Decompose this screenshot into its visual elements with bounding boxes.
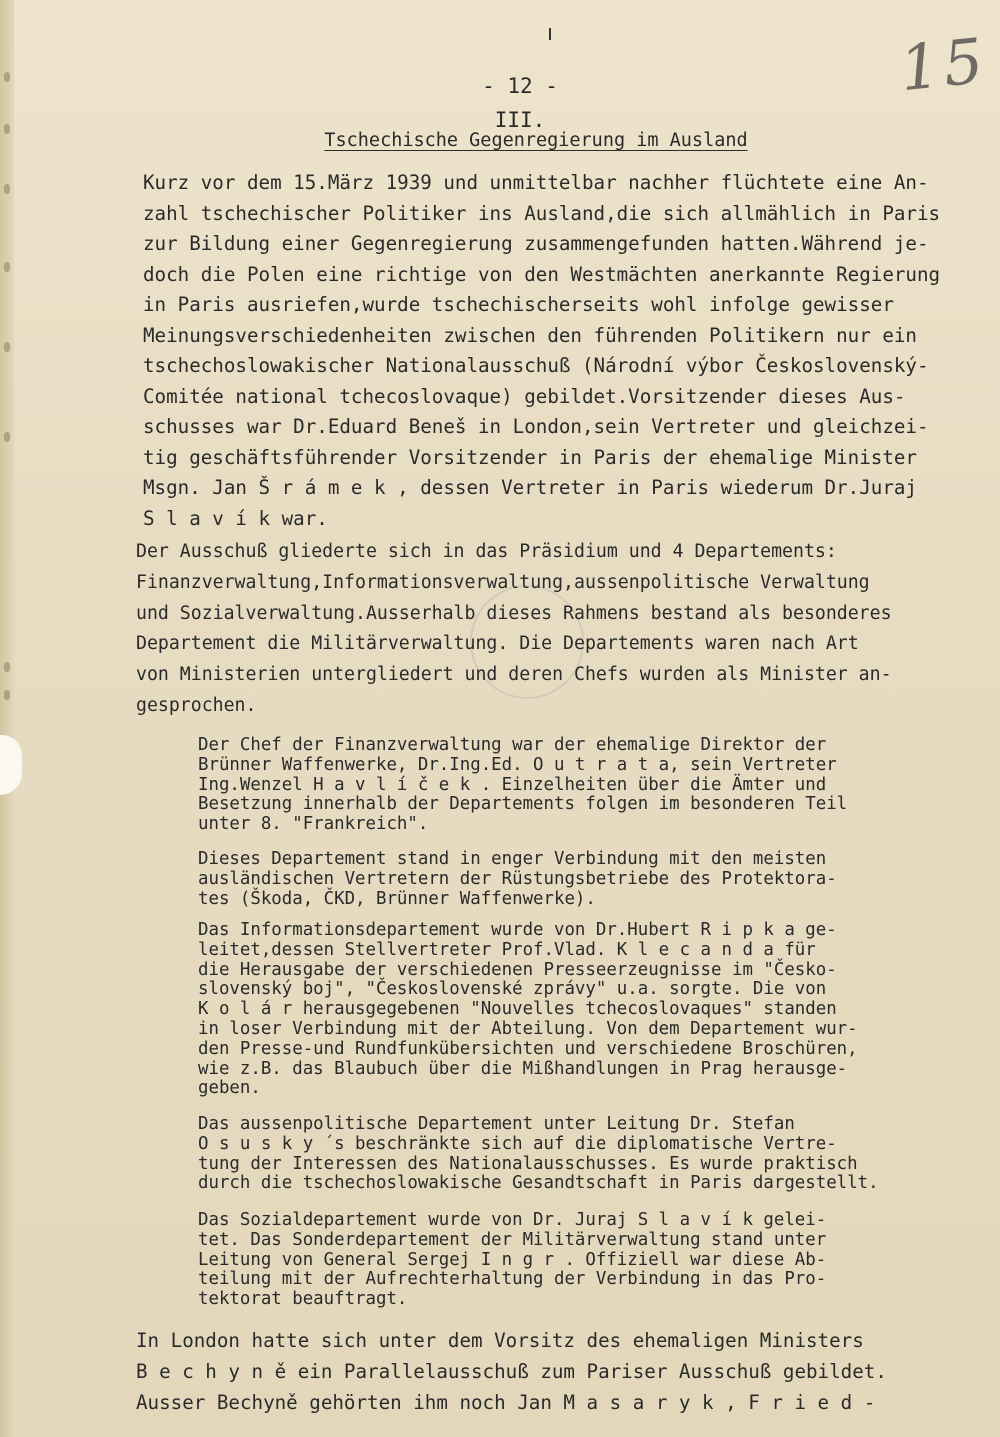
text-line: tung der Interessen des Nationalausschusses. Es wurde praktisch (198, 1153, 858, 1174)
text-line: Leitung von General Sergej I n g r . Offiziell war diese Ab- (198, 1249, 827, 1270)
text-line: Comitée national tchecoslovaque) gebildet.Vorsitzender dieses Aus- (143, 384, 906, 408)
punch-mark (4, 262, 10, 272)
text-line: die Herausgabe der verschiedenen Presseerzeugnisse im "Česko- (198, 959, 837, 980)
text-line: in loser Verbindung mit der Abteilung. Von dem Departement wur- (198, 1018, 858, 1039)
text-line: B e c h y n ě ein Parallelausschuß zum Pariser Ausschuß gebildet. (136, 1360, 887, 1383)
text-line: in Paris ausriefen,wurde tschechischerseits wohl infolge gewisser (143, 293, 894, 316)
text-line: Ausser Bechyně gehörten ihm noch Jan M a s a r y k , F r i e d - (136, 1391, 876, 1414)
top-tick-mark (549, 28, 551, 40)
text-line: S l a v í k war. (143, 506, 328, 530)
text-line: tet. Das Sonderdepartement der Militärverwaltung stand unter (198, 1229, 827, 1250)
text-line: tektorat beauftragt. (198, 1289, 408, 1310)
text-line: In London hatte sich unter dem Vorsitz des ehemaligen Ministers (136, 1329, 864, 1352)
handwritten-folio-number: 15 (896, 23, 991, 106)
text-line: Der Chef der Finanzverwaltung war der ehemalige Direktor der (198, 735, 827, 755)
paragraph-structure (136, 537, 892, 722)
text-line: Brünner Waffenwerke, Dr.Ing.Ed. O u t r a t a, sein Vertreter (198, 754, 837, 775)
punch-mark (4, 432, 10, 442)
text-line: Das Informationsdepartement wurde von Dr.Hubert R i p k a ge- (198, 920, 837, 940)
punch-mark (4, 342, 10, 352)
text-line: schusses war Dr.Eduard Beneš in London,sein Vertreter und gleichzei- (143, 415, 929, 438)
text-line: tig geschäftsführender Vorsitzender in Paris der ehemalige Minister (143, 445, 917, 469)
text-line: gesprochen. (136, 694, 257, 716)
chapter-number: III. (494, 108, 546, 132)
paragraph-intro (143, 168, 940, 534)
paper-tear (0, 735, 22, 795)
text-line: tes (Škoda, ČKD, Brünner Waffenwerke). (198, 888, 596, 909)
section-foreign-policy (198, 1115, 879, 1194)
text-line: unter 8. "Frankreich". (198, 814, 429, 835)
punch-mark (4, 662, 10, 672)
text-line: Ing.Wenzel H a v l í č e k . Einzelheiten über die Ämter und (198, 774, 827, 795)
section-information (198, 921, 858, 1099)
text-line: durch die tschechoslowakische Gesandtschaft in Paris dargestellt. (198, 1173, 879, 1194)
punch-mark (4, 184, 10, 194)
text-line: den Presse-und Rundfunkübersichten und verschiedene Broschüren, (198, 1038, 858, 1059)
page-number: - 12 - (482, 74, 558, 98)
text-line: zahl tschechischer Politiker ins Ausland,die sich allmählich in Paris (143, 201, 941, 225)
section-social-military (198, 1211, 826, 1310)
text-line: Besetzung innerhalb der Departements folgen im besonderen Teil (198, 794, 848, 815)
text-line: Das Sozialdepartement wurde von Dr. Juraj S l a v í k gelei- (198, 1210, 827, 1230)
text-line: slovenský boj", "Československé zprávy" u.a. sorgte. Die von (198, 979, 827, 1000)
section-title: Tschechische Gegenregierung im Ausland (324, 130, 748, 151)
text-line: Das aussenpolitische Departement unter Leitung Dr. Stefan (198, 1114, 795, 1134)
text-line: tschechoslowakischer Nationalausschuß (Národní výbor Československý- (143, 354, 929, 377)
text-line: geben. (198, 1078, 261, 1099)
text-line: K o l á r herausgegebenen "Nouvelles tchecoslovaques" standen (198, 999, 837, 1020)
text-line: und Sozialverwaltung.Ausserhalb dieses Rahmens bestand als besonderes (136, 602, 892, 624)
text-line: Departement die Militärverwaltung. Die Departements waren nach Art (136, 633, 859, 655)
text-line: teilung mit der Aufrechterhaltung der Verbindung in das Pro- (198, 1269, 827, 1290)
section-finance-relations (198, 850, 837, 909)
text-line: Kurz vor dem 15.März 1939 und unmittelbar nachher flüchtete eine An- (143, 171, 929, 194)
text-line: Dieses Departement stand in enger Verbindung mit den meisten (198, 849, 827, 869)
text-line: Meinungsverschiedenheiten zwischen den führenden Politikern nur ein (143, 323, 917, 347)
paper-edge (0, 0, 14, 1437)
text-line: Der Ausschuß gliederte sich in das Präsidium und 4 Departements: (136, 541, 837, 562)
text-line: doch die Polen eine richtige von den Westmächten anerkannte Regierung (143, 262, 941, 286)
text-line: wie z.B. das Blaubuch über die Mißhandlungen in Prag herausge- (198, 1058, 848, 1079)
text-line: ausländischen Vertretern der Rüstungsbetriebe des Protektora- (198, 868, 837, 889)
text-line: O s u s k y ´s beschränkte sich auf die diplomatische Vertre- (198, 1133, 837, 1154)
section-finance (198, 736, 847, 835)
text-line: leitet,dessen Stellvertreter Prof.Vlad. K l e c a n d a für (198, 939, 816, 960)
text-line: Finanzverwaltung,Informationsverwaltung,aussenpolitische Verwaltung (136, 571, 870, 593)
paragraph-london (136, 1325, 887, 1418)
text-line: von Ministerien untergliedert und deren Chefs wurden als Minister an- (136, 664, 892, 686)
text-line: zur Bildung einer Gegenregierung zusammengefunden hatten.Während je- (143, 232, 929, 255)
punch-mark (4, 690, 10, 700)
text-line: Msgn. Jan Š r á m e k , dessen Vertreter in Paris wiederum Dr.Juraj (143, 476, 917, 499)
